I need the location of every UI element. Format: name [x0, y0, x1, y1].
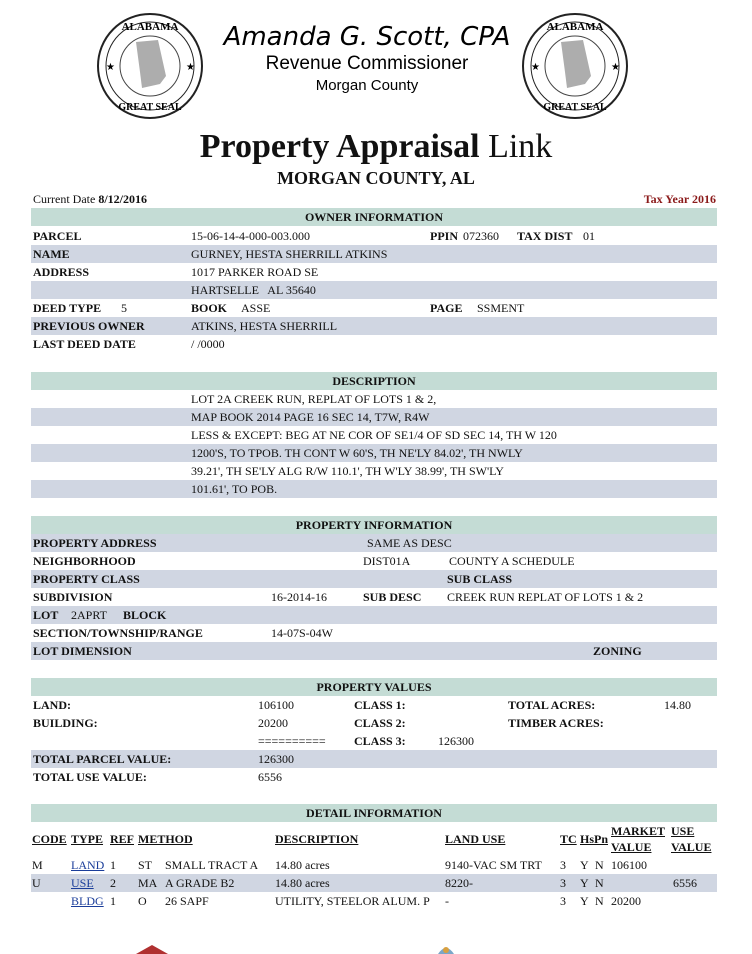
address-row-2: HARTSELLE AL 35640 — [31, 281, 717, 299]
svg-text:★: ★ — [186, 62, 195, 73]
svg-text:★: ★ — [106, 62, 115, 73]
lot-row: LOT 2APRT BLOCK — [31, 606, 717, 624]
description-section-header: DESCRIPTION — [31, 372, 717, 390]
current-date: Current Date 8/12/2016 — [33, 192, 147, 206]
alabama-seal-right — [521, 12, 629, 120]
values-section-header: PROPERTY VALUES — [31, 678, 717, 696]
lot-dimension-row: LOT DIMENSION ZONING — [31, 642, 717, 660]
class3-row: ========== CLASS 3: 126300 — [258, 734, 474, 748]
description-line: 101.61', TO POB. — [31, 480, 717, 498]
land-value-row: LAND: 106100 CLASS 1: TOTAL ACRES: 14.80 — [33, 698, 691, 712]
bldg-link[interactable]: BLDG — [71, 894, 104, 908]
subdivision-row: SUBDIVISION 16-2014-16 SUB DESC CREEK RUN REPLAT OF LOTS 1 & 2 — [33, 590, 644, 604]
svg-text:ALABAMA: ALABAMA — [546, 21, 604, 33]
description-line: MAP BOOK 2014 PAGE 16 SEC 14, T7W, R4W — [31, 408, 717, 426]
neighborhood-row: NEIGHBORHOOD DIST01A COUNTY A SCHEDULE — [33, 554, 575, 568]
commissioner-role: Revenue Commissioner — [265, 53, 469, 74]
section-township-range-row: SECTION/TOWNSHIP/RANGE 14-07S-04W — [33, 626, 333, 640]
deed-row: DEED TYPE 5 BOOK ASSE PAGE SSMENT — [33, 301, 525, 315]
page-title: Property Appraisal Link — [199, 128, 553, 165]
alabama-seal-left — [96, 12, 204, 120]
description-line: 39.21', TH SE'LY ALG R/W 110.1', TH W'LY 38.99', TH SW'LY — [191, 464, 504, 478]
land-link[interactable]: LAND — [71, 858, 105, 872]
svg-text:ALABAMA: ALABAMA — [121, 21, 179, 33]
name-row: NAME GURNEY, HESTA SHERRILL ATKINS — [31, 245, 717, 263]
use-link[interactable]: USE — [71, 876, 94, 890]
previous-owner-row: PREVIOUS OWNER ATKINS, HESTA SHERRILL — [31, 317, 717, 335]
last-deed-row: LAST DEED DATE / /0000 — [33, 337, 225, 351]
svg-text:GREAT SEAL: GREAT SEAL — [118, 102, 182, 113]
description-line: 1200'S, TO TPOB. TH CONT W 60'S, TH NE'LY 84.02', TH NWLY — [31, 444, 717, 462]
property-section-header: PROPERTY INFORMATION — [31, 516, 717, 534]
description-line: LESS & EXCEPT: BEG AT NE COR OF SE1/4 OF SD SEC 14, TH W 120 — [191, 428, 557, 442]
building-value-row: BUILDING: 20200 CLASS 2: TIMBER ACRES: — [33, 716, 604, 730]
total-use-value-row: TOTAL USE VALUE: 6556 — [33, 770, 282, 784]
page-subtitle: MORGAN COUNTY, AL — [277, 168, 475, 188]
table-row: BLDG 1 O 26 SAPF UTILITY, STEELOR ALUM. P - 3 Y N 20200 — [71, 894, 641, 908]
detail-section-header: DETAIL INFORMATION — [31, 804, 717, 822]
commissioner-name: Amanda G. Scott, CPA — [223, 22, 511, 52]
address-row: ADDRESS 1017 PARKER ROAD SE — [33, 265, 319, 279]
svg-text:★: ★ — [531, 62, 540, 73]
map-icon[interactable] — [434, 942, 458, 954]
property-address-row: PROPERTY ADDRESS SAME AS DESC — [31, 534, 717, 552]
svg-text:★: ★ — [611, 62, 620, 73]
table-row: U USE 2 MA A GRADE B2 14.80 acres 8220- 3 Y N 6556 — [31, 874, 717, 892]
property-class-row: PROPERTY CLASS SUB CLASS — [31, 570, 717, 588]
county-name: Morgan County — [315, 77, 419, 94]
description-line: LOT 2A CREEK RUN, REPLAT OF LOTS 1 & 2, — [191, 392, 437, 406]
detail-table-header: CODE TYPE REF METHOD DESCRIPTION LAND USE TC HsPn MARKET VALUE USE VALUE — [32, 824, 712, 854]
table-row: M LAND 1 ST SMALL TRACT A 14.80 acres 9140-VAC SM TRT 3 Y N 106100 — [32, 858, 647, 872]
parcel-row: PARCEL 15-06-14-4-000-003.000 PPIN 072360 TAX DIST 01 — [33, 229, 595, 243]
total-parcel-value-row: TOTAL PARCEL VALUE: 126300 — [31, 750, 717, 768]
house-icon[interactable] — [134, 944, 170, 954]
owner-section-header: OWNER INFORMATION — [31, 208, 717, 226]
svg-text:GREAT SEAL: GREAT SEAL — [543, 102, 607, 113]
tax-year: Tax Year 2016 — [643, 192, 716, 206]
